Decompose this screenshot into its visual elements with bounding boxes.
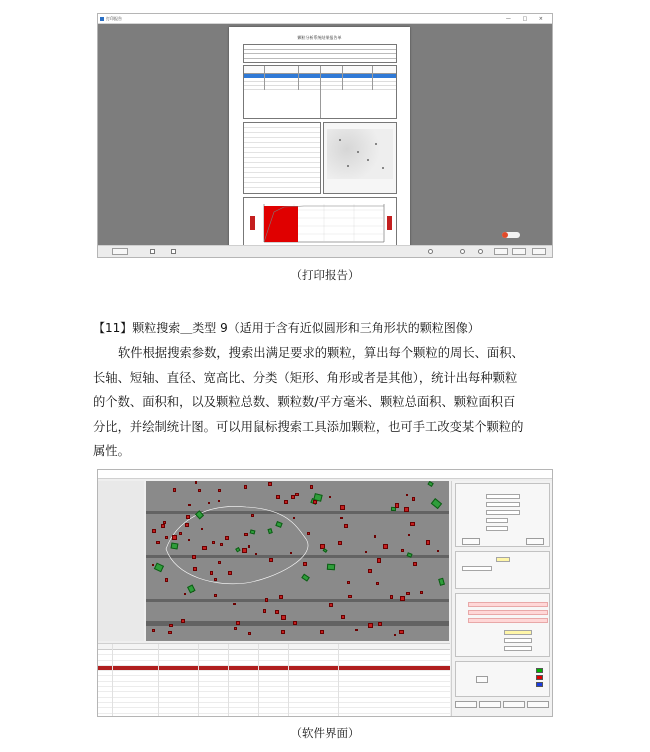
parameter-panel [451,481,552,717]
triangle-particle [327,564,335,571]
column-divider [158,644,159,717]
option-checkbox-1[interactable] [150,249,155,254]
report-histogram [243,197,397,249]
round-particle [426,540,431,545]
print-button[interactable] [112,248,128,255]
round-particle [220,543,223,546]
param-field-2[interactable] [486,502,520,507]
class-list[interactable] [462,566,492,571]
round-particle [365,551,367,553]
stat-row [468,602,548,607]
histogram-bar [264,206,298,242]
round-particle [378,622,382,626]
round-particle [156,541,160,545]
stat-row [468,618,548,623]
round-particle [186,515,190,519]
round-particle [242,548,247,553]
bottom-caption: （软件界面） [290,726,360,740]
software-ui-screenshot [97,469,553,717]
column-divider [198,644,199,717]
round-particle [383,544,388,549]
round-particle [295,493,298,496]
paragraph-line: 软件根据搜索参数，搜索出满足要求的颗粒，算出每个颗粒的周长、面积、 [118,346,524,360]
round-particle [152,629,155,632]
round-particle [338,541,342,545]
round-particle [248,632,251,635]
top-caption: （打印报告） [290,268,360,282]
round-particle [210,571,214,575]
option-radio-2[interactable] [460,249,465,254]
round-particle [218,489,221,492]
round-particle [168,631,171,634]
round-particle [420,591,423,594]
report-window-titlebar [98,14,552,24]
move-tool-button[interactable] [476,676,488,683]
round-particle [208,502,210,504]
report-page [229,27,410,254]
zoom-badge-icon[interactable] [502,232,508,238]
round-particle [165,578,169,582]
round-particle [279,595,283,599]
round-particle [233,603,236,606]
round-particle [329,496,331,498]
search-parameters-group [455,483,550,547]
round-particle [394,634,396,636]
column-divider [112,644,113,717]
paragraph-line: 长轴、短轴、直径、宽高比、分类（矩形、角形或者是其他），统计出每种颗粒 [93,370,518,385]
param-field-4[interactable] [486,518,508,523]
round-particle [265,598,269,602]
param-field-3[interactable] [486,510,520,515]
round-particle [269,558,274,563]
round-particle [399,630,403,634]
round-particle [181,619,184,622]
round-particle [281,615,286,620]
round-particle [401,549,404,552]
round-particle [404,507,409,512]
round-particle [244,533,248,537]
round-particle [218,561,221,564]
green-swatch[interactable] [536,668,543,673]
software-window-titlebar [98,470,552,479]
paragraph-line: 的个数、面积和，以及颗粒总数、颗粒数/平方毫米、颗粒总面积、颗粒面积百 [93,395,516,409]
round-particle [234,627,237,630]
particle-data-table [98,643,450,717]
round-particle [412,497,416,501]
round-particle [225,536,229,540]
round-particle [244,485,248,489]
round-particle [413,562,417,566]
round-particle [313,500,317,504]
round-particle [276,495,280,499]
round-particle [214,578,217,581]
round-particle [291,495,295,499]
round-particle [193,567,197,571]
round-particle [179,532,182,535]
round-particle [248,545,251,548]
particle-image-viewer[interactable] [146,481,449,641]
blue-swatch[interactable] [536,682,543,687]
total-count-field [504,630,532,635]
column-divider [258,644,259,717]
option-radio-3[interactable] [478,249,483,254]
round-particle [340,505,345,510]
report-title: 颗粒分析系统结果报告单 [297,35,342,40]
left-gutter [98,481,144,641]
round-particle [201,528,203,530]
panel-tab-3[interactable] [503,701,525,708]
column-divider [288,644,289,717]
round-particle [255,553,257,555]
round-particle [406,592,409,595]
display-group [455,661,550,697]
micrograph-thumbnail [323,122,397,194]
round-particle [368,569,373,574]
round-particle [406,494,408,496]
round-particle [293,621,297,625]
clear-button[interactable] [526,538,544,545]
round-particle [202,546,207,551]
round-particle [368,623,373,628]
round-particle [348,595,351,598]
column-divider [338,644,339,717]
class-color-field[interactable] [496,557,510,562]
round-particle [344,524,348,528]
round-particle [184,593,186,595]
round-particle [192,555,195,558]
prev-page-button[interactable] [494,248,508,255]
round-particle [214,594,217,597]
count-per-mm2-field [504,638,532,643]
paragraph-line: 属性。 [93,444,130,458]
red-swatch[interactable] [536,675,543,680]
report-result-table [243,65,397,119]
table-row[interactable] [98,708,450,713]
round-particle [173,488,176,491]
round-particle [390,595,393,598]
param-field-5[interactable] [486,526,508,531]
round-particle [169,624,172,627]
panel-tab-1[interactable] [455,701,477,708]
round-particle [303,562,306,565]
next-page-button[interactable] [512,248,526,255]
round-particle [165,536,168,539]
round-particle [251,514,254,517]
total-area-field [504,646,532,651]
round-particle [437,550,440,553]
param-field-1[interactable] [486,494,520,499]
classification-group [455,551,550,589]
round-particle [163,521,166,524]
column-divider [228,644,229,717]
histogram-svg [244,198,398,250]
round-particle [293,517,295,519]
round-particle [188,539,190,541]
option-radio-1[interactable] [428,249,433,254]
report-preview-canvas [98,24,552,258]
round-particle [376,582,379,585]
round-particle [263,609,267,613]
report-statistics [243,122,321,194]
round-particle [347,581,350,584]
statistics-group [455,593,550,657]
section-paragraph [93,341,559,464]
round-particle [161,524,164,527]
stat-row [468,610,548,615]
print-report-screenshot [97,13,553,258]
report-statusbar [98,245,552,257]
close-report-button[interactable] [532,248,546,255]
round-particle [408,534,410,536]
round-particle [185,523,189,527]
round-particle [188,504,190,506]
right-axis-label-mark [387,216,392,230]
round-particle [290,552,292,554]
round-particle [198,489,201,492]
round-particle [284,500,288,504]
round-particle [218,500,220,502]
round-particle [195,481,197,483]
round-particle [152,529,157,534]
report-window-title: 打印报告 [106,16,122,21]
app-icon [100,17,104,21]
report-header-info [243,44,397,63]
round-particle [374,535,376,537]
round-particle [340,517,343,520]
round-particle [307,532,310,535]
round-particle [395,503,399,507]
paragraph-line: 分比，并绘制统计图。可以用鼠标搜索工具添加颗粒，也可手工改变某个颗粒的 [93,419,524,434]
panel-tab-2[interactable] [479,701,501,708]
option-checkbox-2[interactable] [171,249,176,254]
round-particle [212,541,215,544]
round-particle [355,629,357,631]
round-particle [310,485,314,489]
round-particle [275,610,278,613]
round-particle [268,482,271,485]
round-particle [172,535,177,540]
round-particle [377,558,381,562]
window-controls[interactable]: — □ × [505,16,548,22]
round-particle [320,630,324,634]
section-title: 【11】颗粒搜索＿类型 9（适用于含有近似圆形和三角形状的颗粒图像） [93,321,480,335]
round-particle [400,596,405,601]
search-button[interactable] [462,538,480,545]
round-particle [236,621,240,625]
round-particle [341,615,345,619]
panel-tab-4[interactable] [527,701,549,708]
round-particle [329,603,334,608]
round-particle [228,571,232,575]
round-particle [281,630,285,634]
search-outline-svg [146,481,449,641]
left-axis-label-mark [250,216,255,230]
round-particle [410,522,414,526]
